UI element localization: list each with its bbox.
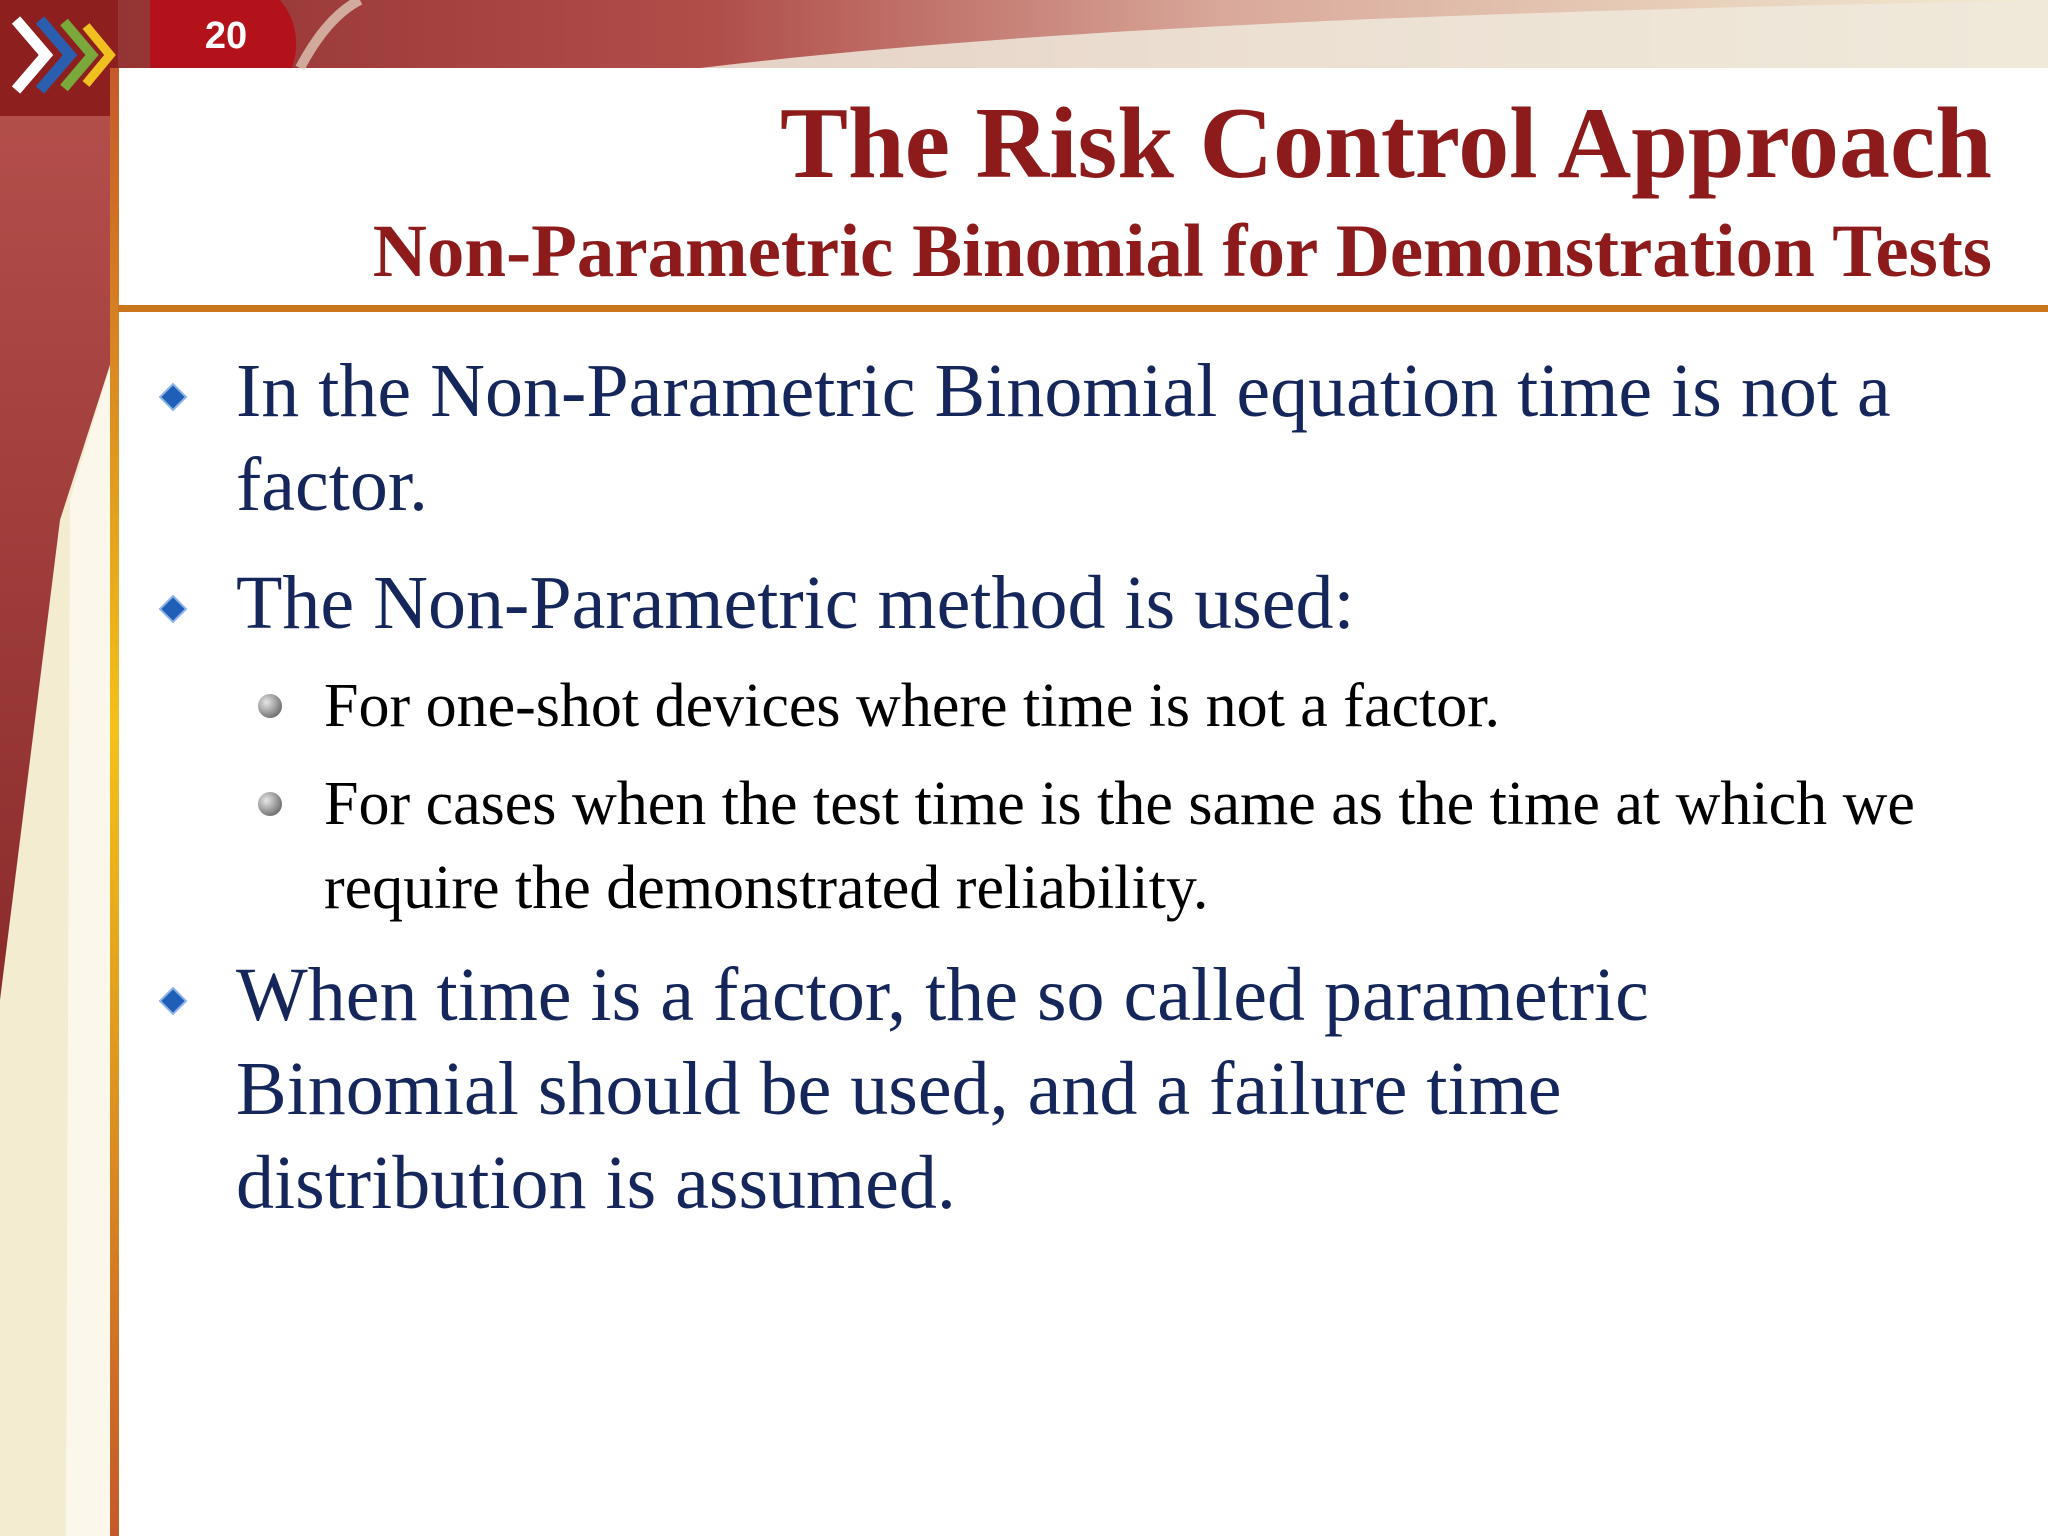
slide-subtitle: Non-Parametric Binomial for Demonstration Tests [372, 210, 1992, 293]
bullet-item [236, 948, 1756, 1230]
blue-diamond-bullet-icon [156, 592, 190, 626]
chevron-logo-icon [6, 10, 116, 100]
gray-circle-bullet-icon [256, 790, 284, 818]
sub-bullet-item [324, 762, 2014, 930]
slide-title: The Risk Control Approach [780, 87, 1992, 200]
bullet-text: When time is a factor, the so called parametric Binomial should be used, and a failure time distribution is assumed. [236, 953, 1649, 1225]
bullet-item [236, 344, 2006, 532]
gray-circle-bullet-icon [256, 692, 284, 720]
blue-diamond-bullet-icon [156, 380, 190, 414]
sub-bullet-item [324, 664, 2014, 748]
bullet-item [236, 556, 2006, 650]
slide-number: 20 [204, 15, 248, 57]
blue-diamond-bullet-icon [156, 984, 190, 1018]
sub-bullet-text: For one-shot devices where time is not a factor. [324, 672, 1500, 740]
sub-bullet-text: For cases when the test time is the same as the time at which we require the demonstrated reliability. [324, 770, 1915, 922]
bullet-text: The Non-Parametric method is used: [236, 561, 1355, 645]
bullet-text: In the Non-Parametric Binomial equation time is not a factor. [236, 349, 1891, 527]
